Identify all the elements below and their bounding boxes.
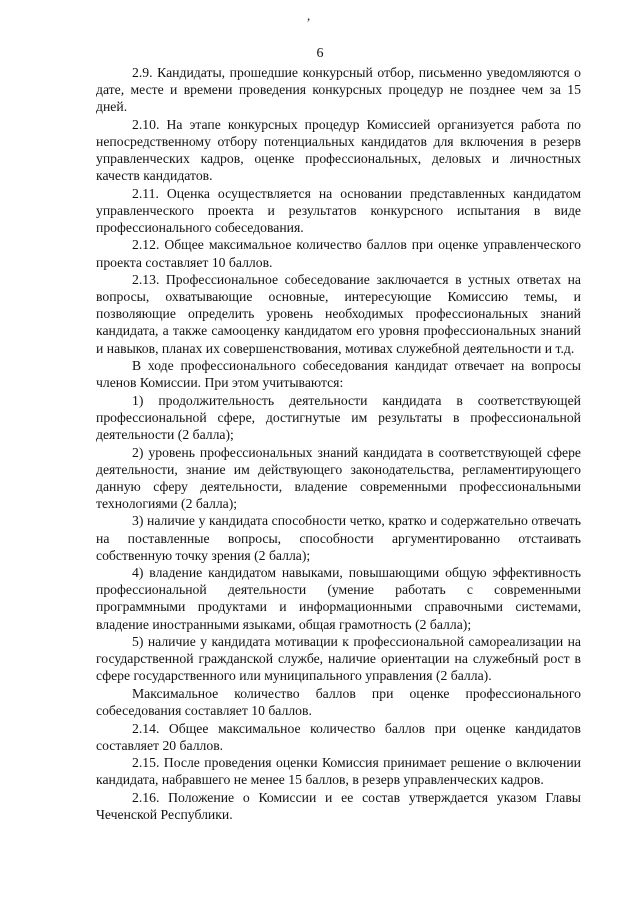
paragraph-2-11: 2.11. Оценка осуществляется на основании представленных кандидатом управленческого проекта и результатов конкурсного испытания в виде профессионального собеседования. (96, 185, 581, 235)
paragraph-2-15: 2.15. После проведения оценки Комиссия принимает решение о включении кандидата, набравшего не менее 15 баллов, в резерв управленческих кадров. (96, 755, 581, 788)
list-item-1: 1) продолжительность деятельности кандидата в соответствующей профессиональной сфере, достигнутые им результаты в профессиональной деятельности (2 балла); (96, 392, 581, 442)
paragraph-2-10: 2.10. На этапе конкурсных процедур Комиссией организуется работа по непосредственному отбору потенциальных кандидатов для включения в резерв управленческих кадров, оценке профессиональных, деловых и личностных качеств кандидатов. (96, 116, 581, 184)
header-mark: , (307, 8, 311, 23)
paragraph-2-12: 2.12. Общее максимальное количество баллов при оценке управленческого проекта составляет 10 баллов. (96, 237, 581, 270)
paragraph-2-13: 2.13. Профессиональное собеседование заключается в устных ответах на вопросы, охватывающие основные, интересующие Комиссию темы, и позволяющие определить уровень необходимых профессиональных знаний кандидата, а также самооценку кандидатом его уровня профессиональных знаний и навыков, планах их совершенствования, мотивах служебной деятельности и т.д. (96, 272, 581, 356)
list-item-2: 2) уровень профессиональных знаний кандидата в соответствующей сфере деятельности, знание им действующего законодательства, регламентирующего данную сферу деятельности, владение современными профессиональными технологиями (2 балла); (96, 444, 581, 511)
list-item-4: 4) владение кандидатом навыками, повышающими общую эффективность профессиональной деятельности (умение работать с современными программными продуктами и информационными справочными системами, владение иностранными языками, общая грамотность (2 балла); (96, 565, 581, 632)
paragraph-2-9: 2.9. Кандидаты, прошедшие конкурсный отбор, письменно уведомляются о дате, месте и времени проведения конкурсных процедур не позднее чем за 15 дней. (96, 65, 581, 115)
paragraph-2-14: 2.14. Общее максимальное количество баллов при оценке кандидатов составляет 20 баллов. (96, 720, 581, 753)
paragraph-interview-intro: В ходе профессионального собеседования кандидат отвечает на вопросы членов Комиссии. При этом учитываются: (96, 358, 581, 391)
list-item-3: 3) наличие у кандидата способности четко, кратко и содержательно отвечать на поставленные вопросы, способности аргументированно отстаивать собственную точку зрения (2 балла); (96, 513, 581, 563)
paragraph-max-interview-score: Максимальное количество баллов при оценке профессионального собеседования составляет 10 баллов. (96, 685, 581, 718)
page-number: 6 (316, 46, 324, 61)
document-body (96, 64, 581, 824)
paragraph-2-16: 2.16. Положение о Комиссии и ее состав утверждается указом Главы Чеченской Республики. (96, 789, 581, 823)
list-item-5: 5) наличие у кандидата мотивации к профессиональной самореализации на государственной гражданской службе, наличие ориентации на служебный рост в сфере государственного или муниципального управления (2 балла). (96, 634, 581, 684)
